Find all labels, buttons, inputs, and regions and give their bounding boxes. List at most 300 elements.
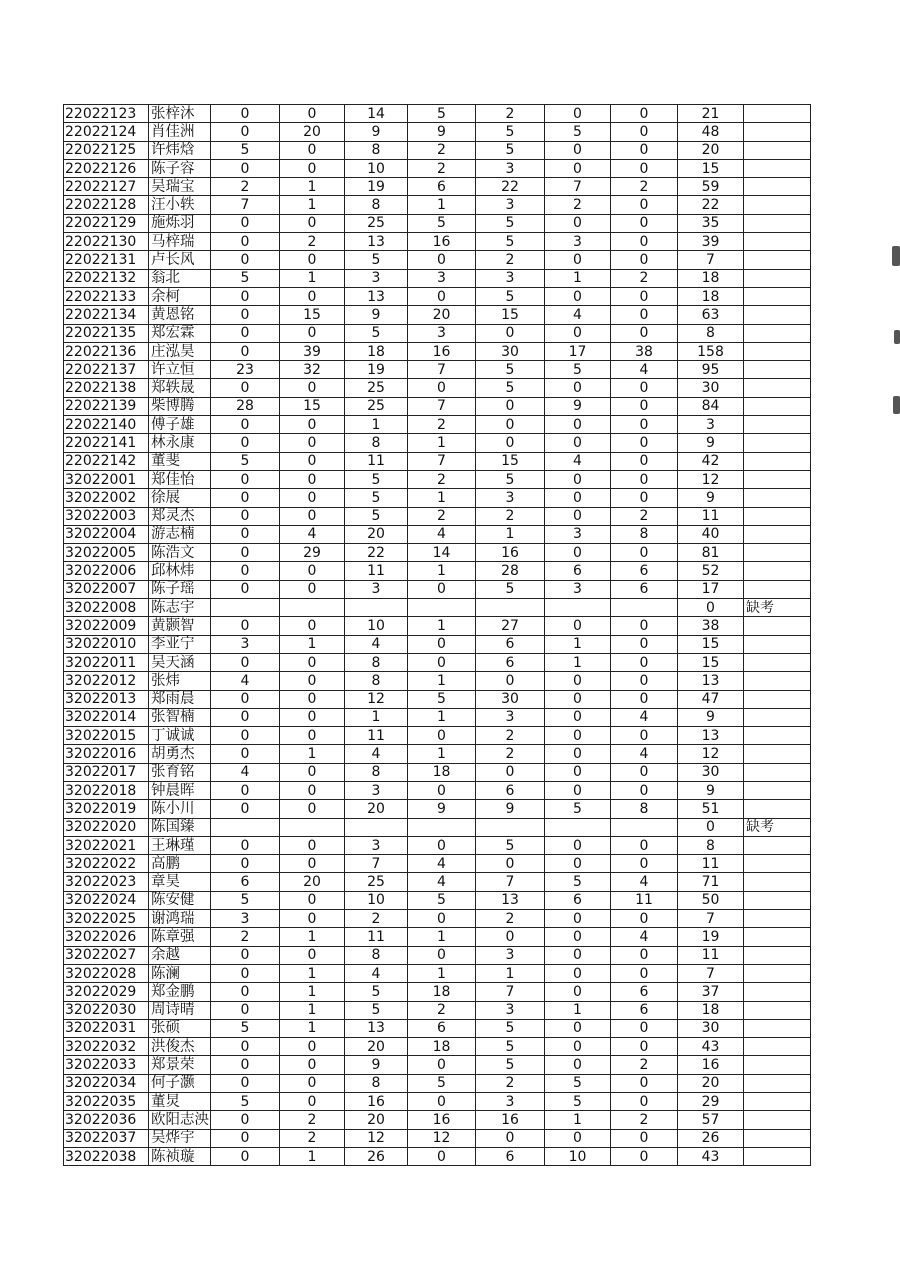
score-q5-cell: 28	[476, 562, 545, 580]
score-q3-cell: 22	[345, 544, 408, 562]
student-name-cell: 汪小轶	[149, 196, 211, 214]
score-q4-cell: 1	[408, 672, 476, 690]
score-q2-cell: 0	[280, 727, 345, 745]
table-row	[64, 452, 811, 470]
student-id-cell: 32022013	[64, 690, 149, 708]
student-id-cell: 22022140	[64, 416, 149, 434]
score-q4-cell: 2	[408, 141, 476, 159]
score-q3-cell: 18	[345, 342, 408, 360]
score-q5-cell: 3	[476, 159, 545, 177]
score-q5-cell: 3	[476, 708, 545, 726]
remark-cell	[744, 855, 811, 873]
score-q1-cell: 0	[211, 1056, 280, 1074]
score-q5-cell: 30	[476, 342, 545, 360]
score-q5-cell: 0	[476, 928, 545, 946]
score-q1-cell: 0	[211, 416, 280, 434]
score-q6-cell: 6	[545, 891, 611, 909]
remark-cell	[744, 580, 811, 598]
score-q1-cell: 2	[211, 178, 280, 196]
score-q3-cell: 12	[345, 1129, 408, 1147]
score-q3-cell: 26	[345, 1147, 408, 1165]
score-q6-cell: 0	[545, 690, 611, 708]
table-row	[64, 544, 811, 562]
student-id-cell: 32022014	[64, 708, 149, 726]
score-q3-cell: 8	[345, 196, 408, 214]
score-q6-cell: 0	[545, 964, 611, 982]
total-score-cell: 48	[678, 123, 744, 141]
remark-cell	[744, 141, 811, 159]
score-q6-cell: 0	[545, 617, 611, 635]
total-score-cell: 81	[678, 544, 744, 562]
score-q3-cell: 25	[345, 379, 408, 397]
score-q7-cell: 0	[611, 251, 678, 269]
total-score-cell: 19	[678, 928, 744, 946]
student-name-cell: 陈国臻	[149, 818, 211, 836]
score-q1-cell: 0	[211, 1074, 280, 1092]
score-q7-cell: 0	[611, 690, 678, 708]
score-q7-cell: 0	[611, 470, 678, 488]
score-q5-cell: 30	[476, 690, 545, 708]
remark-cell: 缺考	[744, 599, 811, 617]
score-q2-cell: 4	[280, 525, 345, 543]
table-row	[64, 306, 811, 324]
score-q5-cell: 27	[476, 617, 545, 635]
remark-cell	[744, 379, 811, 397]
score-q2-cell: 0	[280, 489, 345, 507]
score-q6-cell: 10	[545, 1147, 611, 1165]
score-q6-cell: 0	[545, 105, 611, 123]
student-name-cell: 陈浩文	[149, 544, 211, 562]
total-score-cell: 9	[678, 781, 744, 799]
student-id-cell: 32022023	[64, 873, 149, 891]
student-id-cell: 32022009	[64, 617, 149, 635]
student-id-cell: 22022125	[64, 141, 149, 159]
score-q1-cell: 0	[211, 324, 280, 342]
score-q7-cell: 11	[611, 891, 678, 909]
score-q6-cell: 9	[545, 397, 611, 415]
score-q6-cell: 0	[545, 855, 611, 873]
score-q6-cell: 0	[545, 836, 611, 854]
score-q1-cell: 5	[211, 1019, 280, 1037]
student-id-cell: 32022030	[64, 1001, 149, 1019]
score-q7-cell: 2	[611, 178, 678, 196]
table-row	[64, 159, 811, 177]
score-q4-cell: 0	[408, 1093, 476, 1111]
table-row	[64, 489, 811, 507]
table-row	[64, 1093, 811, 1111]
student-id-cell: 22022139	[64, 397, 149, 415]
score-q5-cell: 5	[476, 379, 545, 397]
score-q4-cell: 0	[408, 836, 476, 854]
remark-cell	[744, 1038, 811, 1056]
score-q7-cell: 0	[611, 287, 678, 305]
score-q5-cell: 3	[476, 269, 545, 287]
student-name-cell: 郑宏霖	[149, 324, 211, 342]
remark-cell	[744, 269, 811, 287]
score-q1-cell: 0	[211, 800, 280, 818]
score-q5-cell: 5	[476, 214, 545, 232]
score-q4-cell: 0	[408, 653, 476, 671]
score-q3-cell: 4	[345, 964, 408, 982]
score-q5-cell: 6	[476, 1147, 545, 1165]
remark-cell	[744, 196, 811, 214]
score-q5-cell: 2	[476, 745, 545, 763]
score-q1-cell: 23	[211, 361, 280, 379]
score-q2-cell: 1	[280, 1147, 345, 1165]
table-row	[64, 964, 811, 982]
score-q2-cell: 1	[280, 1001, 345, 1019]
table-row	[64, 1019, 811, 1037]
score-q2-cell: 1	[280, 983, 345, 1001]
score-q4-cell: 12	[408, 1129, 476, 1147]
score-q1-cell: 0	[211, 123, 280, 141]
score-q2-cell: 1	[280, 745, 345, 763]
student-id-cell: 22022126	[64, 159, 149, 177]
score-q1-cell: 4	[211, 763, 280, 781]
score-q7-cell: 0	[611, 141, 678, 159]
score-q4-cell: 4	[408, 855, 476, 873]
score-q6-cell: 5	[545, 873, 611, 891]
score-q5-cell: 5	[476, 470, 545, 488]
table-row	[64, 928, 811, 946]
score-q2-cell: 0	[280, 1093, 345, 1111]
score-q2-cell: 0	[280, 324, 345, 342]
score-q1-cell: 0	[211, 836, 280, 854]
score-q7-cell: 0	[611, 306, 678, 324]
total-score-cell: 59	[678, 178, 744, 196]
score-q7-cell: 0	[611, 489, 678, 507]
student-name-cell: 马梓瑞	[149, 233, 211, 251]
student-name-cell: 李亚宁	[149, 635, 211, 653]
remark-cell	[744, 525, 811, 543]
score-q6-cell: 4	[545, 452, 611, 470]
score-q2-cell: 0	[280, 653, 345, 671]
total-score-cell: 0	[678, 818, 744, 836]
table-row	[64, 1111, 811, 1129]
score-q1-cell: 4	[211, 672, 280, 690]
table-row	[64, 562, 811, 580]
table-row	[64, 178, 811, 196]
total-score-cell: 37	[678, 983, 744, 1001]
score-q5-cell: 13	[476, 891, 545, 909]
table-row	[64, 653, 811, 671]
remark-cell	[744, 123, 811, 141]
score-q4-cell: 5	[408, 1074, 476, 1092]
score-q1-cell: 0	[211, 855, 280, 873]
score-q3-cell	[345, 818, 408, 836]
score-q1-cell: 0	[211, 964, 280, 982]
score-q3-cell: 8	[345, 763, 408, 781]
remark-cell	[744, 1001, 811, 1019]
student-id-cell: 32022017	[64, 763, 149, 781]
table-row	[64, 525, 811, 543]
total-score-cell: 84	[678, 397, 744, 415]
student-name-cell: 卢长风	[149, 251, 211, 269]
score-q5-cell: 6	[476, 653, 545, 671]
table-row	[64, 745, 811, 763]
score-q2-cell: 0	[280, 891, 345, 909]
score-q3-cell: 5	[345, 470, 408, 488]
score-q1-cell: 0	[211, 525, 280, 543]
score-q1-cell: 0	[211, 946, 280, 964]
student-id-cell: 32022035	[64, 1093, 149, 1111]
score-q3-cell: 3	[345, 836, 408, 854]
score-q1-cell	[211, 818, 280, 836]
score-q3-cell: 25	[345, 214, 408, 232]
score-q2-cell	[280, 818, 345, 836]
student-name-cell: 吴瑞宝	[149, 178, 211, 196]
remark-cell	[744, 397, 811, 415]
score-q5-cell: 16	[476, 544, 545, 562]
score-q4-cell: 5	[408, 214, 476, 232]
remark-cell	[744, 233, 811, 251]
student-id-cell: 32022010	[64, 635, 149, 653]
student-name-cell: 周诗晴	[149, 1001, 211, 1019]
score-q2-cell: 0	[280, 105, 345, 123]
score-q2-cell: 0	[280, 763, 345, 781]
score-q2-cell: 0	[280, 159, 345, 177]
score-q4-cell: 0	[408, 910, 476, 928]
table-row	[64, 617, 811, 635]
score-q3-cell: 11	[345, 452, 408, 470]
score-q4-cell: 4	[408, 873, 476, 891]
score-q5-cell: 2	[476, 910, 545, 928]
score-q6-cell: 0	[545, 672, 611, 690]
score-q7-cell: 6	[611, 580, 678, 598]
student-name-cell: 许立恒	[149, 361, 211, 379]
score-q5-cell: 3	[476, 946, 545, 964]
score-q3-cell: 1	[345, 708, 408, 726]
score-q7-cell: 0	[611, 653, 678, 671]
score-q3-cell: 8	[345, 141, 408, 159]
score-q1-cell: 5	[211, 141, 280, 159]
total-score-cell: 9	[678, 434, 744, 452]
score-q7-cell: 4	[611, 745, 678, 763]
score-q6-cell: 0	[545, 1038, 611, 1056]
score-q4-cell: 1	[408, 964, 476, 982]
score-q4-cell: 7	[408, 452, 476, 470]
score-q4-cell: 7	[408, 397, 476, 415]
student-id-cell: 32022002	[64, 489, 149, 507]
table-row	[64, 946, 811, 964]
score-q6-cell	[545, 818, 611, 836]
score-q3-cell: 8	[345, 672, 408, 690]
score-q7-cell: 0	[611, 452, 678, 470]
score-q3-cell: 16	[345, 1093, 408, 1111]
total-score-cell: 50	[678, 891, 744, 909]
table-row	[64, 507, 811, 525]
total-score-cell: 26	[678, 1129, 744, 1147]
score-q5-cell: 0	[476, 324, 545, 342]
student-name-cell: 张智楠	[149, 708, 211, 726]
score-q7-cell: 0	[611, 781, 678, 799]
student-id-cell: 32022020	[64, 818, 149, 836]
score-q6-cell: 5	[545, 800, 611, 818]
score-q3-cell: 11	[345, 562, 408, 580]
table-row	[64, 379, 811, 397]
total-score-cell: 20	[678, 141, 744, 159]
total-score-cell: 15	[678, 635, 744, 653]
score-q6-cell: 0	[545, 507, 611, 525]
score-q5-cell: 7	[476, 983, 545, 1001]
score-q6-cell: 3	[545, 525, 611, 543]
score-q7-cell: 0	[611, 964, 678, 982]
score-q6-cell: 17	[545, 342, 611, 360]
score-q4-cell: 1	[408, 562, 476, 580]
student-id-cell: 32022038	[64, 1147, 149, 1165]
table-row	[64, 910, 811, 928]
student-name-cell: 郑景荣	[149, 1056, 211, 1074]
student-id-cell: 32022026	[64, 928, 149, 946]
score-q2-cell: 1	[280, 1019, 345, 1037]
score-q7-cell: 0	[611, 214, 678, 232]
score-q5-cell: 22	[476, 178, 545, 196]
student-id-cell: 32022029	[64, 983, 149, 1001]
table-row	[64, 1147, 811, 1165]
score-q3-cell: 8	[345, 1074, 408, 1092]
score-q6-cell: 1	[545, 269, 611, 287]
score-q4-cell: 1	[408, 745, 476, 763]
score-q1-cell: 0	[211, 1001, 280, 1019]
student-id-cell: 32022018	[64, 781, 149, 799]
score-q6-cell: 0	[545, 708, 611, 726]
score-q1-cell: 28	[211, 397, 280, 415]
remark-cell	[744, 781, 811, 799]
score-q6-cell: 0	[545, 379, 611, 397]
total-score-cell: 16	[678, 1056, 744, 1074]
score-q5-cell: 15	[476, 452, 545, 470]
score-q3-cell: 5	[345, 489, 408, 507]
total-score-cell: 47	[678, 690, 744, 708]
score-q6-cell: 3	[545, 233, 611, 251]
score-q7-cell: 0	[611, 397, 678, 415]
score-q5-cell: 5	[476, 361, 545, 379]
remark-cell	[744, 342, 811, 360]
score-q2-cell: 0	[280, 287, 345, 305]
score-q4-cell	[408, 818, 476, 836]
student-id-cell: 22022131	[64, 251, 149, 269]
score-q2-cell: 20	[280, 123, 345, 141]
remark-cell	[744, 672, 811, 690]
total-score-cell: 13	[678, 727, 744, 745]
student-name-cell: 陈章强	[149, 928, 211, 946]
total-score-cell: 18	[678, 269, 744, 287]
total-score-cell: 0	[678, 599, 744, 617]
score-q6-cell: 5	[545, 123, 611, 141]
total-score-cell: 71	[678, 873, 744, 891]
table-row	[64, 800, 811, 818]
score-q3-cell: 20	[345, 1038, 408, 1056]
score-q3-cell: 5	[345, 1001, 408, 1019]
score-q6-cell: 0	[545, 141, 611, 159]
student-name-cell: 陈子容	[149, 159, 211, 177]
student-id-cell: 22022130	[64, 233, 149, 251]
score-q5-cell: 3	[476, 1001, 545, 1019]
score-q4-cell: 0	[408, 1056, 476, 1074]
remark-cell	[744, 306, 811, 324]
score-q1-cell: 0	[211, 233, 280, 251]
total-score-cell: 42	[678, 452, 744, 470]
score-q5-cell	[476, 818, 545, 836]
score-q5-cell: 2	[476, 727, 545, 745]
total-score-cell: 57	[678, 1111, 744, 1129]
total-score-cell: 18	[678, 287, 744, 305]
total-score-cell: 30	[678, 379, 744, 397]
table-row	[64, 983, 811, 1001]
total-score-cell: 51	[678, 800, 744, 818]
score-q1-cell: 0	[211, 580, 280, 598]
student-id-cell: 32022024	[64, 891, 149, 909]
score-q5-cell: 6	[476, 635, 545, 653]
score-q3-cell: 5	[345, 324, 408, 342]
score-q5-cell: 5	[476, 836, 545, 854]
score-q4-cell: 9	[408, 800, 476, 818]
scan-edge-mark	[892, 246, 900, 266]
student-id-cell: 22022127	[64, 178, 149, 196]
score-q7-cell: 0	[611, 836, 678, 854]
table-row	[64, 1038, 811, 1056]
student-id-cell: 22022135	[64, 324, 149, 342]
score-q1-cell: 0	[211, 983, 280, 1001]
table-row	[64, 342, 811, 360]
score-q7-cell: 0	[611, 1129, 678, 1147]
score-q4-cell: 5	[408, 891, 476, 909]
score-q6-cell: 2	[545, 196, 611, 214]
score-q1-cell	[211, 599, 280, 617]
score-q1-cell: 0	[211, 470, 280, 488]
student-name-cell: 徐展	[149, 489, 211, 507]
remark-cell	[744, 1147, 811, 1165]
table-row	[64, 599, 811, 617]
score-q2-cell: 15	[280, 306, 345, 324]
total-score-cell: 158	[678, 342, 744, 360]
total-score-cell: 9	[678, 489, 744, 507]
total-score-cell: 43	[678, 1147, 744, 1165]
score-q3-cell: 19	[345, 178, 408, 196]
score-q1-cell: 0	[211, 653, 280, 671]
total-score-cell: 22	[678, 196, 744, 214]
score-q3-cell: 20	[345, 1111, 408, 1129]
score-q5-cell: 2	[476, 105, 545, 123]
student-name-cell: 黄颢智	[149, 617, 211, 635]
score-q4-cell: 9	[408, 123, 476, 141]
score-q6-cell: 0	[545, 1129, 611, 1147]
score-q6-cell: 7	[545, 178, 611, 196]
remark-cell	[744, 105, 811, 123]
score-q5-cell: 9	[476, 800, 545, 818]
score-q7-cell: 0	[611, 727, 678, 745]
score-q6-cell: 3	[545, 580, 611, 598]
score-q4-cell: 2	[408, 416, 476, 434]
total-score-cell: 15	[678, 653, 744, 671]
table-row	[64, 873, 811, 891]
total-score-cell: 95	[678, 361, 744, 379]
score-q3-cell: 11	[345, 928, 408, 946]
table-row	[64, 287, 811, 305]
score-q1-cell: 0	[211, 727, 280, 745]
student-id-cell: 32022016	[64, 745, 149, 763]
score-q4-cell: 4	[408, 525, 476, 543]
student-id-cell: 32022005	[64, 544, 149, 562]
student-id-cell: 32022025	[64, 910, 149, 928]
score-q3-cell: 9	[345, 306, 408, 324]
table-row	[64, 434, 811, 452]
score-q3-cell: 8	[345, 434, 408, 452]
remark-cell	[744, 964, 811, 982]
score-q7-cell: 0	[611, 1147, 678, 1165]
score-q6-cell: 0	[545, 928, 611, 946]
student-name-cell: 吴天涵	[149, 653, 211, 671]
